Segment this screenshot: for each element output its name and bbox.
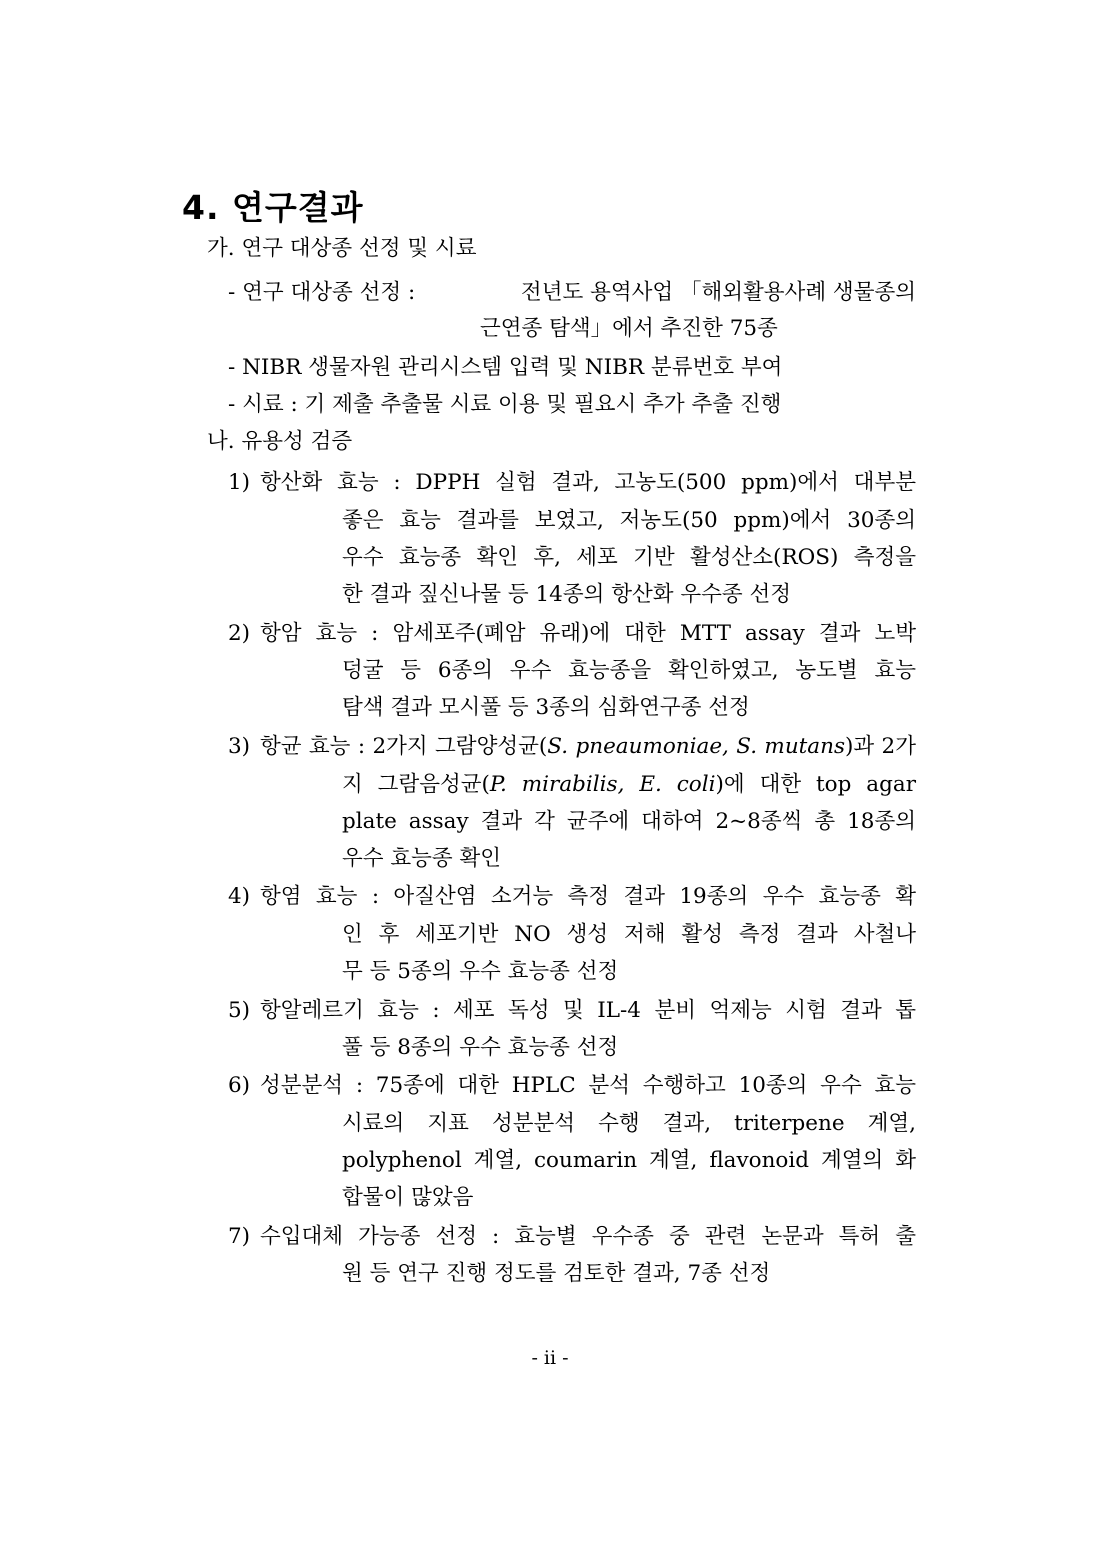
anti-inflammatory-line2: 인 후 세포기반 NO 생성 저해 활성 측정 결과 사철나 (342, 922, 916, 947)
item-number: 6) (228, 1073, 251, 1098)
text-run: 항균 효능 : 2가지 그람양성균( (260, 734, 548, 759)
anticancer-line2: 덩굴 등 6종의 우수 효능종을 확인하였고, 농도별 효능 (342, 658, 916, 683)
antiallergy-line1: 항알레르기 효능 : 세포 독성 및 IL-4 분비 억제능 시험 결과 톱 (260, 998, 916, 1023)
antibacterial-line2 (342, 770, 916, 800)
list-item-nibr: - NIBR 생물자원 관리시스템 입력 및 NIBR 분류번호 부여 (228, 355, 783, 380)
item-number: 3) (228, 734, 251, 759)
component-analysis-line4: 합물이 많았음 (342, 1185, 474, 1210)
antioxidant-line3: 우수 효능종 확인 후, 세포 기반 활성산소(ROS) 측정을 (342, 545, 916, 570)
list-item-target-species-line1 (228, 278, 916, 308)
species-names-italic: P. mirabilis, E. coli (489, 772, 716, 797)
item-number: 7) (228, 1224, 251, 1249)
text-run: )에 대한 top agar (715, 772, 916, 797)
list-item-target-species-line2: 근연종 탐색」에서 추진한 75종 (480, 316, 778, 341)
component-analysis-line2: 시료의 지표 성분분석 수행 결과, triterpene 계열, (342, 1111, 916, 1136)
antibacterial-line4: 우수 효능종 확인 (342, 846, 502, 871)
antibacterial-line1 (260, 732, 916, 762)
antibacterial-line3: plate assay 결과 각 균주에 대하여 2~8종씩 총 18종의 (342, 809, 916, 834)
item-text: 전년도 용역사업 「해외활용사례 생물종의 (520, 280, 916, 305)
antiallergy-line2: 풀 등 8종의 우수 효능종 선정 (342, 1035, 619, 1060)
antioxidant-line2: 좋은 효능 결과를 보였고, 저농도(50 ppm)에서 30종의 (342, 508, 916, 533)
component-analysis-line3: polyphenol 계열, coumarin 계열, flavonoid 계열의 화 (342, 1148, 916, 1173)
anti-inflammatory-line1: 항염 효능 : 아질산염 소거능 측정 결과 19종의 우수 효능종 확 (260, 884, 916, 909)
anticancer-line1: 항암 효능 : 암세포주(폐암 유래)에 대한 MTT assay 결과 노박 (260, 621, 916, 646)
page-number: - ii - (531, 1347, 569, 1369)
item-label: - 연구 대상종 선정 : (228, 280, 416, 305)
subsection-title-ga: 가. 연구 대상종 선정 및 시료 (207, 236, 477, 261)
list-item-sample: - 시료 : 기 제출 추출물 시료 이용 및 필요시 추가 추출 진행 (228, 392, 782, 417)
item-number: 5) (228, 998, 251, 1023)
item-number: 2) (228, 621, 251, 646)
item-number: 1) (228, 470, 251, 495)
anti-inflammatory-line3: 무 등 5종의 우수 효능종 선정 (342, 959, 619, 984)
import-substitute-line2: 원 등 연구 진행 정도를 검토한 결과, 7종 선정 (342, 1261, 771, 1286)
section-heading: 4. 연구결과 (182, 188, 364, 227)
text-run: 지 그람음성균( (342, 772, 490, 797)
text-run: )과 2가 (845, 734, 916, 759)
anticancer-line3: 탐색 결과 모시풀 등 3종의 심화연구종 선정 (342, 695, 750, 720)
antioxidant-line4: 한 결과 짚신나물 등 14종의 항산화 우수종 선정 (342, 582, 792, 607)
item-number: 4) (228, 884, 251, 909)
species-names-italic: S. pneaumoniae, S. mutans (547, 734, 846, 759)
subsection-title-na: 나. 유용성 검증 (207, 429, 353, 454)
import-substitute-line1: 수입대체 가능종 선정 : 효능별 우수종 중 관련 논문과 특허 출 (260, 1224, 916, 1249)
antioxidant-line1: 항산화 효능 : DPPH 실험 결과, 고농도(500 ppm)에서 대부분 (260, 470, 916, 495)
component-analysis-line1: 성분분석 : 75종에 대한 HPLC 분석 수행하고 10종의 우수 효능 (260, 1073, 916, 1098)
